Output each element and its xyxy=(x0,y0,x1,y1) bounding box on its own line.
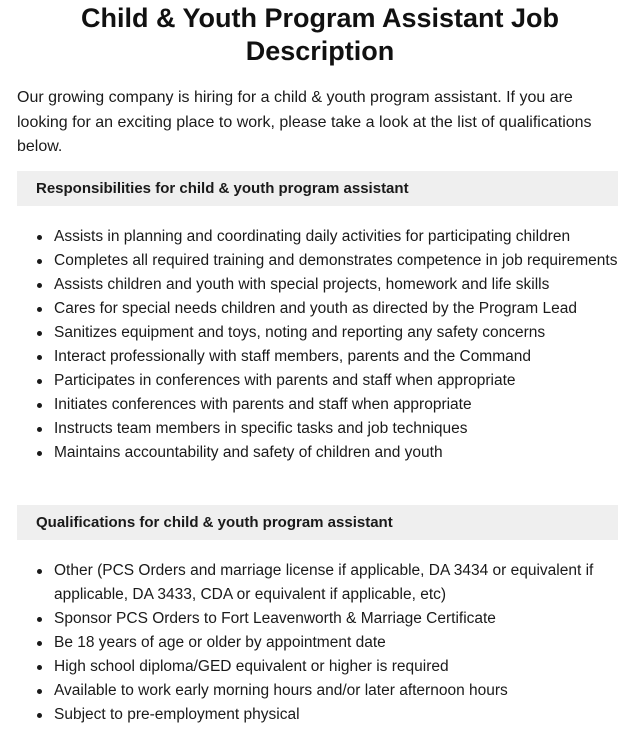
list-item xyxy=(17,655,618,679)
bullet-icon xyxy=(37,379,42,384)
list-item-text: Assists children and youth with special projects, homework and life skills xyxy=(54,276,550,293)
bullet-icon xyxy=(37,403,42,408)
qualifications-list xyxy=(17,559,618,727)
list-item xyxy=(17,225,618,249)
list-item-text: Maintains accountability and safety of children and youth xyxy=(54,444,443,461)
list-item xyxy=(17,417,618,441)
list-item-text: Assists in planning and coordinating daily activities for participating children xyxy=(54,228,571,245)
list-item xyxy=(17,441,618,465)
list-item xyxy=(17,369,618,393)
list-item xyxy=(17,631,618,655)
list-item-text: High school diploma/GED equivalent or higher is required xyxy=(54,658,449,675)
list-item-text: Interact professionally with staff members, parents and the Command xyxy=(54,348,531,365)
responsibilities-heading: Responsibilities for child & youth program assistant xyxy=(17,171,618,206)
bullet-icon xyxy=(37,307,42,312)
bullet-icon xyxy=(37,259,42,264)
list-item xyxy=(17,249,618,273)
list-item xyxy=(17,297,618,321)
page-title: Child & Youth Program Assistant Job Description xyxy=(80,3,560,66)
list-item-text: Completes all required training and demonstrates competence in job requirements xyxy=(54,252,618,269)
list-item-text: Other (PCS Orders and marriage license if applicable, DA 3434 or equivalent if applicable, DA 3433, CDA or equivalent if applicable, etc) xyxy=(54,562,594,603)
list-item xyxy=(17,321,618,345)
intro-paragraph: Our growing company is hiring for a child & youth program assistant. If you are looking for an exciting place to work, please take a look at the list of qualifications below. xyxy=(17,89,592,155)
bullet-icon xyxy=(37,713,42,718)
bullet-icon xyxy=(37,569,42,574)
bullet-icon xyxy=(37,641,42,646)
list-item-text: Available to work early morning hours and/or later afternoon hours xyxy=(54,682,508,699)
bullet-icon xyxy=(37,427,42,432)
list-item-text: Be 18 years of age or older by appointment date xyxy=(54,634,386,651)
bullet-icon xyxy=(37,617,42,622)
list-item-text: Participates in conferences with parents and staff when appropriate xyxy=(54,372,516,389)
qualifications-heading: Qualifications for child & youth program assistant xyxy=(17,505,618,540)
list-item xyxy=(17,273,618,297)
bullet-icon xyxy=(37,689,42,694)
list-item xyxy=(17,345,618,369)
bullet-icon xyxy=(37,283,42,288)
bullet-icon xyxy=(37,451,42,456)
list-item-text: Subject to pre-employment physical xyxy=(54,706,300,723)
list-item xyxy=(17,679,618,703)
list-item xyxy=(17,607,618,631)
list-item-text: Sanitizes equipment and toys, noting and reporting any safety concerns xyxy=(54,324,546,341)
list-item-text: Instructs team members in specific tasks and job techniques xyxy=(54,420,468,437)
bullet-icon xyxy=(37,355,42,360)
list-item xyxy=(17,393,618,417)
list-item-text: Initiates conferences with parents and staff when appropriate xyxy=(54,396,472,413)
responsibilities-list xyxy=(17,225,618,465)
bullet-icon xyxy=(37,235,42,240)
bullet-icon xyxy=(37,331,42,336)
list-item-text: Cares for special needs children and youth as directed by the Program Lead xyxy=(54,300,577,317)
list-item-text: Sponsor PCS Orders to Fort Leavenworth & Marriage Certificate xyxy=(54,610,496,627)
list-item xyxy=(17,559,618,607)
list-item xyxy=(17,703,618,727)
bullet-icon xyxy=(37,665,42,670)
